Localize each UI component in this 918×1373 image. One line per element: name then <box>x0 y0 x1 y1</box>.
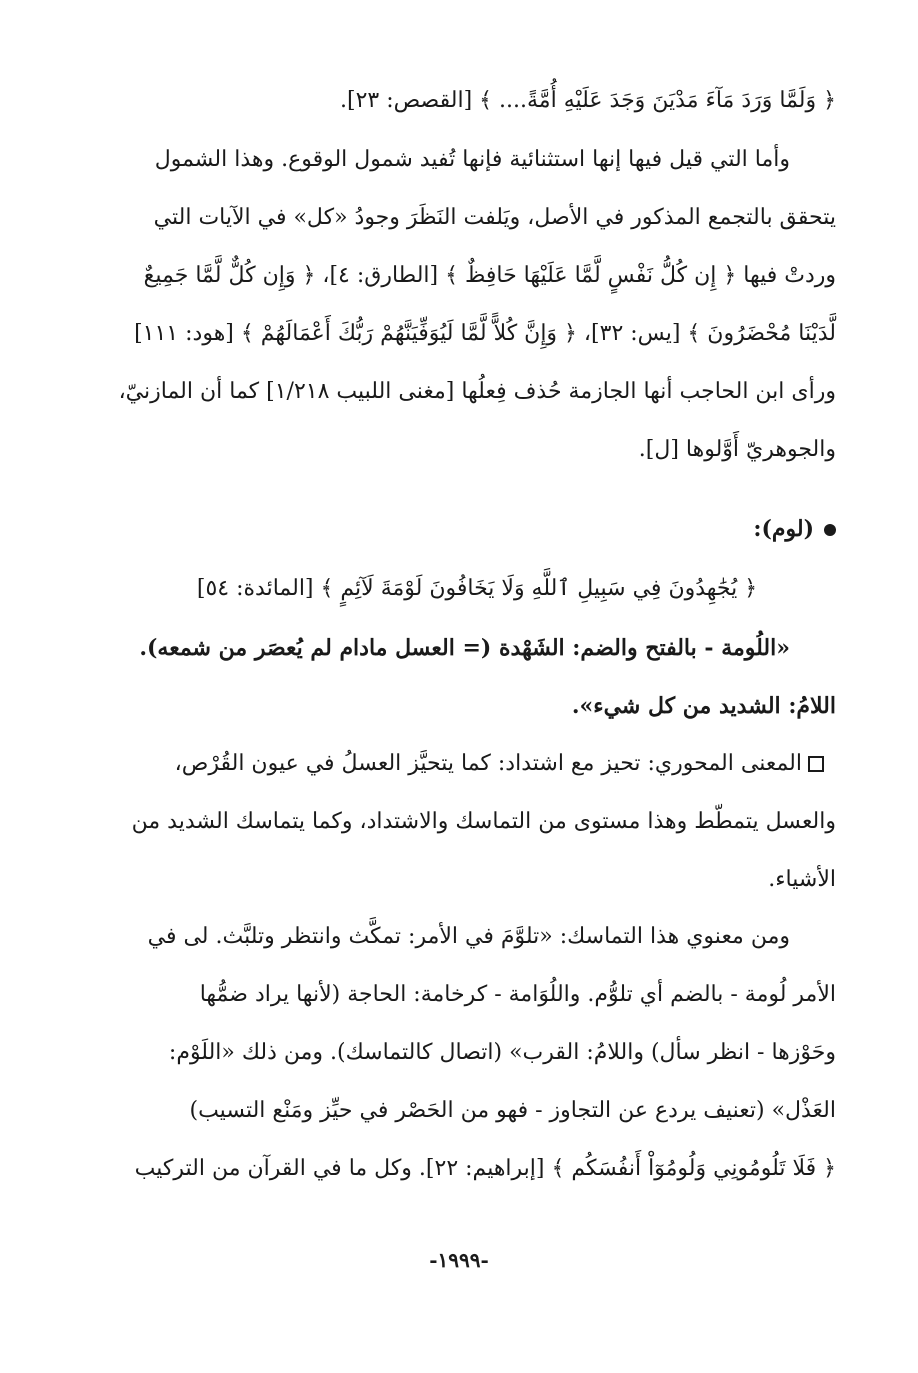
text-line: ﴿ يُجَٰهِدُونَ فِي سَبِيلِ ٱللَّهِ وَلَا يَخَافُونَ لَوْمَةَ لَآئِمٍ ﴾ [المائدة: ٥٤] <box>196 576 758 601</box>
lexical-definition <box>118 619 836 735</box>
verse-maidah <box>118 560 836 618</box>
text-line: وردتْ فيها ﴿ إِن كُلُّ نَفْسٍ لَّمَّا عَلَيْهَا حَافِظٌ ﴾ [الطارق: ٤]، ﴿ وَإِن كُلٌّ لَّمَّا جَمِيعٌ <box>143 263 836 288</box>
central-meaning <box>118 735 836 909</box>
text-line: وأما التي قيل فيها إنها استثنائية فإنها تُفيد شمول الوقوع. وهذا الشمول <box>154 147 790 172</box>
verse-line-qasas <box>118 72 836 130</box>
heading-text: (لوم): <box>753 516 814 542</box>
text-line: ﴿ فَلَا تَلُومُونِي وَلُومُوٓاْ أَنفُسَكُم ﴾ [إبراهيم: ٢٢]. وكل ما في القرآن من التركيب <box>134 1156 836 1181</box>
text-line: ﴿ وَلَمَّا وَرَدَ مَآءَ مَدْيَنَ وَجَدَ عَلَيْهِ أُمَّةً.... ﴾ [القصص: ٢٣]. <box>339 88 836 113</box>
bullet-icon <box>824 524 836 536</box>
text-line: ومن معنوي هذا التماسك: «تلوَّمَ في الأمر: تمكَّث وانتظر وتلبَّث. لى في <box>147 924 790 949</box>
text-line: العَذْل» (تعنيف يردع عن التجاوز - فهو من الحَصْر في حيِّز ومَنْع التسيب) <box>189 1098 836 1123</box>
paragraph-exception <box>118 131 836 479</box>
text-line: والعسل يتمطّط وهذا مستوى من التماسك والاشتداد، وكما يتماسك الشديد من <box>131 809 836 834</box>
paragraph-cohesion <box>118 908 836 1198</box>
text-line: الأمر لُومة - بالضم أي تلوُّم. واللُوَامة - كرخامة: الحاجة (لأنها يراد ضمُّها <box>199 982 836 1007</box>
text-line: لَّدَيْنَا مُحْضَرُونَ ﴾ [يس: ٣٢]، ﴿ وَإِنَّ كُلاًّ لَّمَّا لَيُوَفِّيَنَّهُمْ رَبُّكَ أَعْمَالَهُمْ ﴾ [هود: ١١١] <box>134 321 836 346</box>
text-line: الأشياء. <box>768 867 836 892</box>
text-line: اللامُ: الشديد من كل شيء». <box>571 693 836 719</box>
meaning-line-1: المعنى المحوري: تحيز مع اشتداد: كما يتحيَّز العسلُ في عيون القُرْص، <box>174 751 802 776</box>
square-icon <box>808 756 824 772</box>
section-heading <box>118 500 836 558</box>
text-line: والجوهريّ أَوَّلوها [ل]. <box>638 437 836 462</box>
text-line <box>118 735 836 793</box>
text-line: ورأى ابن الحاجب أنها الجازمة حُذف فِعلُها [مغنى اللبيب ١/٢١٨] كما أن المازنيّ، <box>118 379 836 404</box>
text-line: وحَوْزها - انظر سأل) واللامُ: القرب» (اتصال كالتماسك). ومن ذلك «اللَوْم: <box>168 1040 836 1065</box>
page-number: -١٩٩٩- <box>429 1248 489 1272</box>
text-line: يتحقق بالتجمع المذكور في الأصل، ويَلفت النَظَرَ وجودُ «كل» في الآيات التي <box>153 205 836 230</box>
text-line: «اللُومة - بالفتح والضم: الشَهْدة (= العسل مادام لم يُعصَر من شمعه). <box>139 635 790 661</box>
